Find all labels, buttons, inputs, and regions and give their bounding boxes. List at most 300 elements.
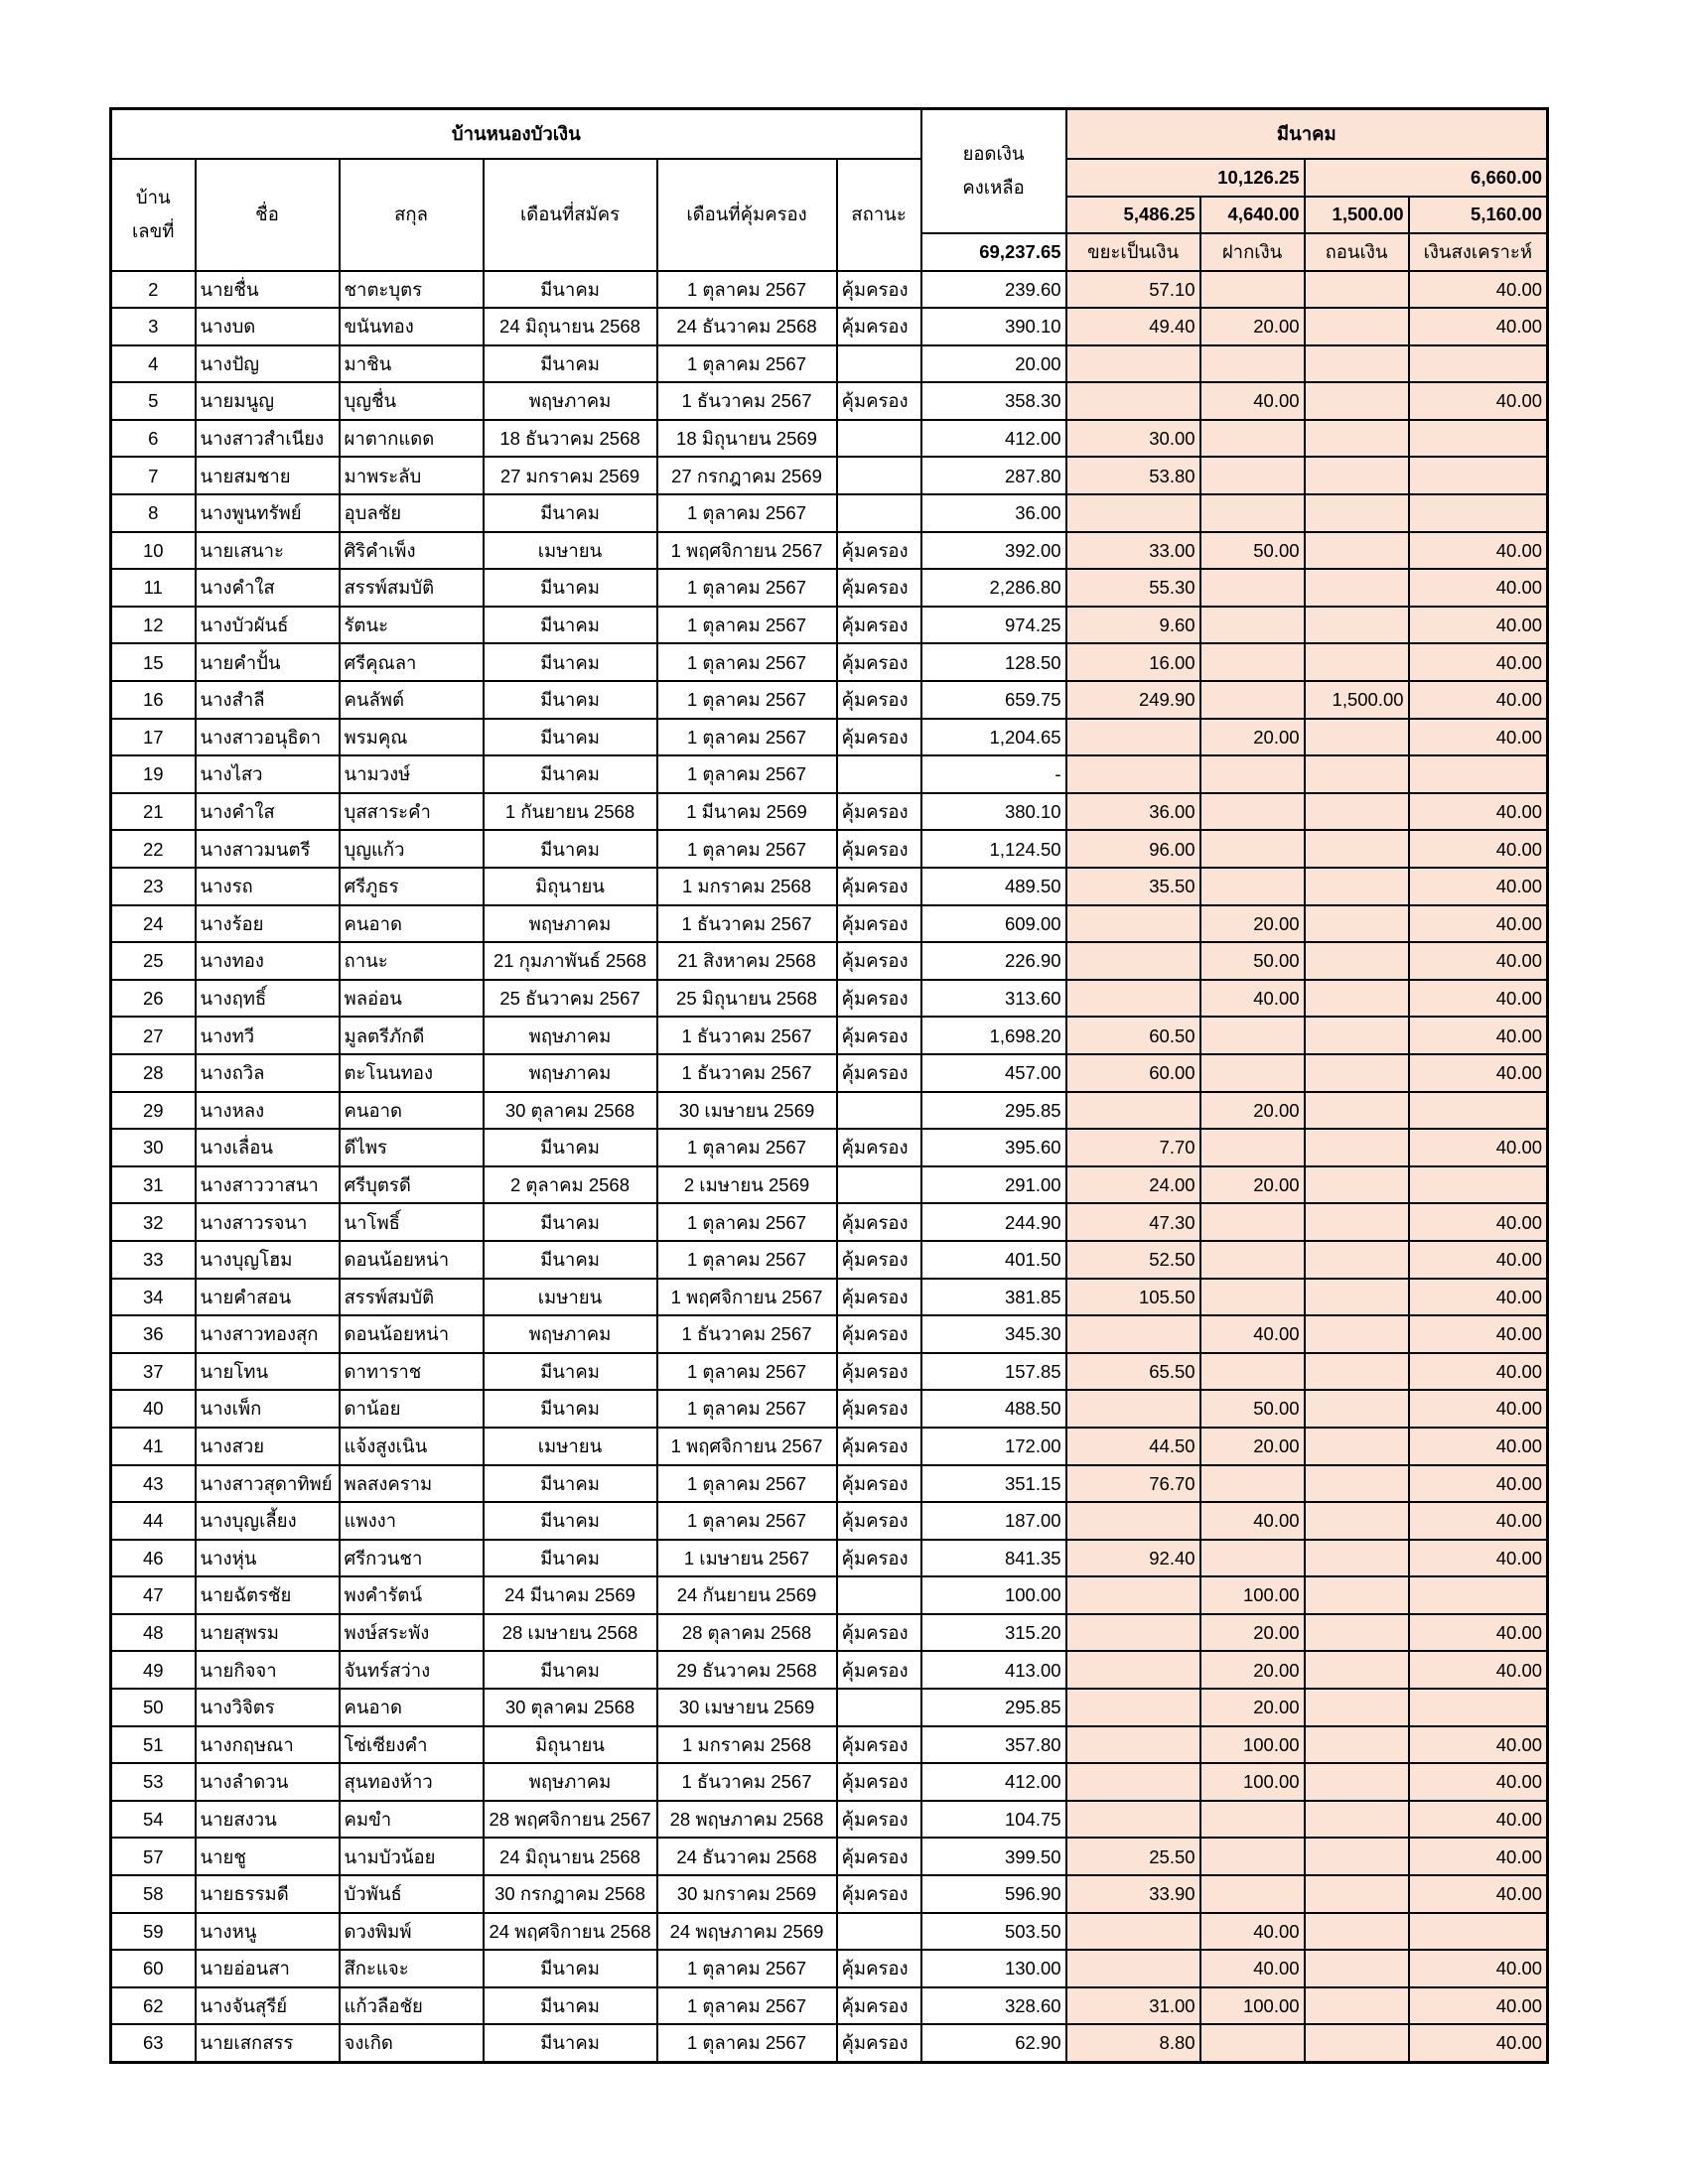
month-covered-cell: 1 ตุลาคม 2567 (657, 1950, 837, 1987)
month-covered-cell: 1 ตุลาคม 2567 (657, 607, 837, 644)
table-row (111, 681, 1548, 719)
month-applied-cell: พฤษภาคม (484, 1315, 657, 1353)
surname-cell: ชาตะบุตร (340, 271, 484, 309)
withdraw-cell (1305, 457, 1409, 494)
table-row (111, 755, 1548, 793)
welfare-cell: 40.00 (1409, 1203, 1548, 1241)
status-cell: คุ้มครอง (837, 1763, 921, 1801)
house-no-cell: 2 (111, 271, 196, 309)
balance-cell: 172.00 (921, 1428, 1066, 1465)
withdraw-cell (1305, 980, 1409, 1018)
withdraw-cell (1305, 868, 1409, 905)
month-covered-cell: 1 ตุลาคม 2567 (657, 1502, 837, 1540)
status-cell: คุ้มครอง (837, 719, 921, 756)
balance-cell: 287.80 (921, 457, 1066, 494)
garbage-money-cell: 57.10 (1066, 271, 1200, 309)
house-no-cell: 12 (111, 607, 196, 644)
house-no-header-line1: บ้าน (135, 186, 171, 207)
welfare-cell: 40.00 (1409, 1540, 1548, 1577)
table-row (111, 532, 1548, 570)
surname-cell: มาชิน (340, 345, 484, 383)
first-name-cell: นางคำใส (196, 569, 340, 607)
month-covered-cell: 1 ตุลาคม 2567 (657, 494, 837, 532)
house-no-cell: 58 (111, 1875, 196, 1913)
deposit-cell (1200, 607, 1305, 644)
month-applied-cell: 30 กรกฎาคม 2568 (484, 1875, 657, 1913)
house-no-cell: 5 (111, 382, 196, 420)
surname-cell: นามวงษ์ (340, 755, 484, 793)
status-cell: คุ้มครอง (837, 1465, 921, 1503)
month-applied-cell: พฤษภาคม (484, 1763, 657, 1801)
month-applied-cell: มีนาคม (484, 494, 657, 532)
table-row (111, 569, 1548, 607)
balance-cell: 315.20 (921, 1614, 1066, 1652)
garbage-money-cell (1066, 1315, 1200, 1353)
month-applied-cell: มีนาคม (484, 345, 657, 383)
balance-cell: 395.60 (921, 1129, 1066, 1166)
month-covered-cell: 1 ธันวาคม 2567 (657, 1054, 837, 1092)
month-applied-cell: มีนาคม (484, 2024, 657, 2062)
house-no-cell: 19 (111, 755, 196, 793)
house-no-cell: 10 (111, 532, 196, 570)
balance-cell: 295.85 (921, 1092, 1066, 1130)
welfare-cell: 40.00 (1409, 569, 1548, 607)
first-name-cell: นางสาวอนุธิดา (196, 719, 340, 756)
garbage-money-cell: 33.90 (1066, 1875, 1200, 1913)
month-covered-cell: 2 เมษายน 2569 (657, 1166, 837, 1204)
welfare-cell: 40.00 (1409, 1017, 1548, 1054)
month-covered-cell: 1 ธันวาคม 2567 (657, 1763, 837, 1801)
house-no-cell: 27 (111, 1017, 196, 1054)
table-row (111, 1315, 1548, 1353)
balance-cell: 413.00 (921, 1651, 1066, 1689)
garbage-money-cell: 47.30 (1066, 1203, 1200, 1241)
month-applied-cell: 18 ธันวาคม 2568 (484, 420, 657, 458)
month-applied-cell: 1 กันยายน 2568 (484, 793, 657, 831)
garbage-money-cell (1066, 345, 1200, 383)
deposit-cell (1200, 643, 1305, 681)
first-name-cell: นางสาววาสนา (196, 1166, 340, 1204)
first-name-cell: นายสมชาย (196, 457, 340, 494)
withdraw-cell (1305, 532, 1409, 570)
table-row (111, 1540, 1548, 1577)
house-no-header-line2: เลขที่ (131, 220, 175, 241)
house-no-cell: 8 (111, 494, 196, 532)
first-name-cell: นางบุญโฮม (196, 1241, 340, 1279)
table-row (111, 868, 1548, 905)
month-applied-cell: 25 ธันวาคม 2567 (484, 980, 657, 1018)
surname-cell: แจ้งสูงเนิน (340, 1428, 484, 1465)
deposit-cell (1200, 1875, 1305, 1913)
surname-cell: แก้วลือชัย (340, 1987, 484, 2025)
table-row (111, 1166, 1548, 1204)
surname-cell: ดีไพร (340, 1129, 484, 1166)
table-row (111, 942, 1548, 980)
welfare-cell: 40.00 (1409, 1726, 1548, 1764)
status-cell: คุ้มครอง (837, 793, 921, 831)
garbage-money-header: ขยะเป็นเงิน (1066, 233, 1200, 271)
deposit-cell: 100.00 (1200, 1987, 1305, 2025)
surname-cell: พรมคุณ (340, 719, 484, 756)
first-name-cell: นายธรรมดี (196, 1875, 340, 1913)
balance-cell: 62.90 (921, 2024, 1066, 2062)
status-cell: คุ้มครอง (837, 1950, 921, 1987)
month-covered-cell: 24 ธันวาคม 2568 (657, 1838, 837, 1875)
surname-cell: โซ่เซียงคำ (340, 1726, 484, 1764)
surname-cell: บัวพันธ์ (340, 1875, 484, 1913)
first-name-cell: นายเสกสรร (196, 2024, 340, 2062)
status-cell: คุ้มครอง (837, 1017, 921, 1054)
deposit-cell (1200, 1465, 1305, 1503)
house-no-cell: 54 (111, 1801, 196, 1839)
month-applied-cell: มีนาคม (484, 1950, 657, 1987)
balance-cell: 130.00 (921, 1950, 1066, 1987)
house-no-cell: 63 (111, 2024, 196, 2062)
table-row (111, 1950, 1548, 1987)
welfare-cell: 40.00 (1409, 1054, 1548, 1092)
status-cell: คุ้มครอง (837, 607, 921, 644)
month-applied-cell: พฤษภาคม (484, 905, 657, 943)
garbage-money-cell: 33.00 (1066, 532, 1200, 570)
table-row (111, 1241, 1548, 1279)
withdraw-cell (1305, 1801, 1409, 1839)
month-applied-cell: เมษายน (484, 532, 657, 570)
surname-cell: ศรีกวนชา (340, 1540, 484, 1577)
house-no-cell: 30 (111, 1129, 196, 1166)
month-covered-cell: 1 ตุลาคม 2567 (657, 1203, 837, 1241)
balance-cell: 100.00 (921, 1576, 1066, 1614)
house-no-cell: 36 (111, 1315, 196, 1353)
balance-cell: 157.85 (921, 1353, 1066, 1391)
table-row (111, 308, 1548, 345)
deposit-cell (1200, 1129, 1305, 1166)
month-covered-cell: 29 ธันวาคม 2568 (657, 1651, 837, 1689)
table-row (111, 905, 1548, 943)
withdraw-cell (1305, 271, 1409, 309)
welfare-cell: 40.00 (1409, 868, 1548, 905)
first-name-header: ชื่อ (196, 159, 340, 271)
welfare-cell: 40.00 (1409, 1502, 1548, 1540)
welfare-cell: 40.00 (1409, 607, 1548, 644)
table-row (111, 1428, 1548, 1465)
status-cell (837, 420, 921, 458)
withdraw-cell (1305, 1241, 1409, 1279)
surname-cell: นามบัวน้อย (340, 1838, 484, 1875)
welfare-cell: 40.00 (1409, 719, 1548, 756)
table-row (111, 1614, 1548, 1652)
first-name-cell: นายโทน (196, 1353, 340, 1391)
balance-column-header (921, 109, 1066, 233)
garbage-money-cell (1066, 1651, 1200, 1689)
balance-cell: 503.50 (921, 1913, 1066, 1951)
status-cell: คุ้มครอง (837, 1502, 921, 1540)
withdraw-cell (1305, 1166, 1409, 1204)
garbage-money-cell (1066, 1576, 1200, 1614)
surname-cell: ศรีภูธร (340, 868, 484, 905)
month-covered-cell: 1 พฤศจิกายน 2567 (657, 1428, 837, 1465)
surname-header: สกุล (340, 159, 484, 271)
garbage-money-cell: 31.00 (1066, 1987, 1200, 2025)
welfare-cell: 40.00 (1409, 1763, 1548, 1801)
month-applied-cell: มีนาคม (484, 607, 657, 644)
surname-cell: ดอนน้อยหน่า (340, 1315, 484, 1353)
month-applied-cell: มีนาคม (484, 1987, 657, 2025)
status-cell: คุ้มครอง (837, 1315, 921, 1353)
balance-cell: 239.60 (921, 271, 1066, 309)
garbage-money-cell: 249.90 (1066, 681, 1200, 719)
deposit-cell: 100.00 (1200, 1763, 1305, 1801)
house-no-cell: 40 (111, 1390, 196, 1428)
welfare-cell: 40.00 (1409, 980, 1548, 1018)
withdraw-cell (1305, 308, 1409, 345)
balance-cell: 291.00 (921, 1166, 1066, 1204)
table-row (111, 607, 1548, 644)
month-applied-cell: มีนาคม (484, 271, 657, 309)
garbage-money-cell: 52.50 (1066, 1241, 1200, 1279)
welfare-cell (1409, 345, 1548, 383)
withdraw-cell (1305, 942, 1409, 980)
balance-cell: 1,698.20 (921, 1017, 1066, 1054)
house-no-cell: 43 (111, 1465, 196, 1503)
garbage-money-cell (1066, 1390, 1200, 1428)
month-applied-cell: มีนาคม (484, 1241, 657, 1279)
first-name-cell: นายอ่อนสา (196, 1950, 340, 1987)
surname-cell: จันทร์สว่าง (340, 1651, 484, 1689)
status-cell: คุ้มครอง (837, 868, 921, 905)
status-cell: คุ้มครอง (837, 1838, 921, 1875)
surname-cell: บุญแก้ว (340, 830, 484, 868)
month-applied-cell: มีนาคม (484, 1540, 657, 1577)
table-row (111, 382, 1548, 420)
garbage-money-cell: 30.00 (1066, 420, 1200, 458)
deposit-cell (1200, 494, 1305, 532)
month-covered-cell: 1 ตุลาคม 2567 (657, 1241, 837, 1279)
month-covered-cell: 24 กันยายน 2569 (657, 1576, 837, 1614)
garbage-money-cell: 35.50 (1066, 868, 1200, 905)
table-row (111, 271, 1548, 309)
house-no-cell: 51 (111, 1726, 196, 1764)
house-no-cell: 23 (111, 868, 196, 905)
status-cell (837, 345, 921, 383)
status-cell: คุ้มครอง (837, 569, 921, 607)
withdraw-cell (1305, 1950, 1409, 1987)
first-name-cell: นายฉัตรชัย (196, 1576, 340, 1614)
table-row (111, 1987, 1548, 2025)
surname-cell: ผาตากแดด (340, 420, 484, 458)
balance-cell: 226.90 (921, 942, 1066, 980)
welfare-cell: 40.00 (1409, 1315, 1548, 1353)
table-row (111, 1726, 1548, 1764)
withdraw-cell (1305, 1614, 1409, 1652)
surname-cell: นาโพธิ์ (340, 1203, 484, 1241)
table-row (111, 830, 1548, 868)
balance-cell: 380.10 (921, 793, 1066, 831)
welfare-cell: 40.00 (1409, 1614, 1548, 1652)
month-covered-cell: 1 ตุลาคม 2567 (657, 830, 837, 868)
month-applied-cell: มีนาคม (484, 1353, 657, 1391)
withdraw-cell (1305, 1428, 1409, 1465)
deposit-cell (1200, 457, 1305, 494)
deposit-cell: 20.00 (1200, 905, 1305, 943)
house-no-cell: 25 (111, 942, 196, 980)
status-cell: คุ้มครอง (837, 2024, 921, 2062)
house-no-cell: 7 (111, 457, 196, 494)
surname-cell: ดวงพิมพ์ (340, 1913, 484, 1951)
surname-cell: ศิริคำเพ็ง (340, 532, 484, 570)
surname-cell: ถานะ (340, 942, 484, 980)
withdraw-cell (1305, 1279, 1409, 1316)
first-name-cell: นายกิจจา (196, 1651, 340, 1689)
welfare-cell: 40.00 (1409, 643, 1548, 681)
status-cell: คุ้มครอง (837, 1129, 921, 1166)
house-no-cell: 22 (111, 830, 196, 868)
table-row (111, 719, 1548, 756)
status-cell (837, 1576, 921, 1614)
header-row-2 (111, 159, 1548, 197)
month-applied-cell: 24 มิถุนายน 2568 (484, 308, 657, 345)
balance-cell: 351.15 (921, 1465, 1066, 1503)
month-covered-cell: 27 กรกฎาคม 2569 (657, 457, 837, 494)
table-row (111, 494, 1548, 532)
month-covered-cell: 28 ตุลาคม 2568 (657, 1614, 837, 1652)
welfare-cell: 40.00 (1409, 1129, 1548, 1166)
withdraw-cell (1305, 643, 1409, 681)
deposit-cell (1200, 1838, 1305, 1875)
balance-cell: 412.00 (921, 1763, 1066, 1801)
balance-cell: 128.50 (921, 643, 1066, 681)
surname-cell: คมขำ (340, 1801, 484, 1839)
withdraw-cell (1305, 420, 1409, 458)
balance-label-line2: คงเหลือ (962, 177, 1025, 199)
status-cell: คุ้มครอง (837, 905, 921, 943)
house-no-cell: 15 (111, 643, 196, 681)
house-no-cell: 46 (111, 1540, 196, 1577)
table-row (111, 1913, 1548, 1951)
deposit-cell: 50.00 (1200, 942, 1305, 980)
withdraw-cell (1305, 1987, 1409, 2025)
house-no-cell: 21 (111, 793, 196, 831)
surname-cell: มูลตรีภักดี (340, 1017, 484, 1054)
house-no-cell: 44 (111, 1502, 196, 1540)
month-applied-cell: 24 มีนาคม 2569 (484, 1576, 657, 1614)
garbage-money-cell (1066, 980, 1200, 1018)
withdraw-cell (1305, 1875, 1409, 1913)
status-cell: คุ้มครอง (837, 1987, 921, 2025)
first-name-cell: นางรถ (196, 868, 340, 905)
surname-cell: พลอ่อน (340, 980, 484, 1018)
month-applied-cell: 2 ตุลาคม 2568 (484, 1166, 657, 1204)
first-name-cell: นางหนู (196, 1913, 340, 1951)
balance-cell: 390.10 (921, 308, 1066, 345)
first-name-cell: นายสงวน (196, 1801, 340, 1839)
month-covered-cell: 1 ตุลาคม 2567 (657, 1390, 837, 1428)
month-applied-header: เดือนที่สมัคร (484, 159, 657, 271)
table-row (111, 1092, 1548, 1130)
first-name-cell: นางสาวรจนา (196, 1203, 340, 1241)
garbage-money-cell: 92.40 (1066, 1540, 1200, 1577)
month-header: มีนาคม (1066, 109, 1548, 159)
garbage-money-cell (1066, 1092, 1200, 1130)
surname-cell: สึกะแจะ (340, 1950, 484, 1987)
month-covered-cell: 30 เมษายน 2569 (657, 1092, 837, 1130)
garbage-money-cell (1066, 1689, 1200, 1726)
first-name-cell: นางกฤษณา (196, 1726, 340, 1764)
status-cell: คุ้มครอง (837, 1726, 921, 1764)
garbage-money-cell: 36.00 (1066, 793, 1200, 831)
withdraw-cell (1305, 382, 1409, 420)
status-cell: คุ้มครอง (837, 1390, 921, 1428)
balance-cell: 1,124.50 (921, 830, 1066, 868)
status-cell: คุ้มครอง (837, 830, 921, 868)
surname-cell: ดาน้อย (340, 1390, 484, 1428)
garbage-money-cell: 55.30 (1066, 569, 1200, 607)
house-no-cell: 50 (111, 1689, 196, 1726)
month-applied-cell: 30 ตุลาคม 2568 (484, 1689, 657, 1726)
status-cell (837, 494, 921, 532)
balance-cell: 392.00 (921, 532, 1066, 570)
month-applied-cell: พฤษภาคม (484, 382, 657, 420)
status-cell: คุ้มครอง (837, 382, 921, 420)
garbage-money-cell: 60.50 (1066, 1017, 1200, 1054)
withdraw-header: ถอนเงิน (1305, 233, 1409, 271)
withdraw-cell (1305, 1689, 1409, 1726)
month-covered-cell: 1 ธันวาคม 2567 (657, 382, 837, 420)
garbage-money-cell: 105.50 (1066, 1279, 1200, 1316)
garbage-money-cell: 8.80 (1066, 2024, 1200, 2062)
house-no-cell: 32 (111, 1203, 196, 1241)
withdraw-cell (1305, 1129, 1409, 1166)
surname-cell: คนอาด (340, 1689, 484, 1726)
table-row (111, 1279, 1548, 1316)
balance-cell: 20.00 (921, 345, 1066, 383)
first-name-cell: นางร้อย (196, 905, 340, 943)
month-covered-cell: 1 ตุลาคม 2567 (657, 2024, 837, 2062)
month-covered-cell: 1 ธันวาคม 2567 (657, 1017, 837, 1054)
surname-cell: รัตนะ (340, 607, 484, 644)
surname-cell: จงเกิด (340, 2024, 484, 2062)
month-applied-cell: 28 เมษายน 2568 (484, 1614, 657, 1652)
welfare-cell (1409, 494, 1548, 532)
status-cell: คุ้มครอง (837, 1203, 921, 1241)
garbage-money-cell (1066, 755, 1200, 793)
garbage-money-cell: 24.00 (1066, 1166, 1200, 1204)
welfare-cell: 40.00 (1409, 942, 1548, 980)
welfare-cell: 40.00 (1409, 1950, 1548, 1987)
welfare-cell (1409, 420, 1548, 458)
withdraw-cell (1305, 1502, 1409, 1540)
table-row (111, 1801, 1548, 1839)
withdraw-cell: 1,500.00 (1305, 681, 1409, 719)
status-cell (837, 1689, 921, 1726)
withdraw-cell (1305, 1017, 1409, 1054)
month-applied-cell: มีนาคม (484, 1465, 657, 1503)
house-no-cell: 28 (111, 1054, 196, 1092)
table-row (111, 420, 1548, 458)
balance-cell: 345.30 (921, 1315, 1066, 1353)
garbage-money-cell (1066, 942, 1200, 980)
deposit-cell: 20.00 (1200, 1651, 1305, 1689)
withdraw-cell (1305, 1203, 1409, 1241)
table-row (111, 1651, 1548, 1689)
garbage-money-cell (1066, 905, 1200, 943)
month-covered-cell: 1 มีนาคม 2569 (657, 793, 837, 831)
surname-cell: สรรพ์สมบัติ (340, 1279, 484, 1316)
member-ledger-table (109, 107, 1549, 2064)
withdraw-total: 1,500.00 (1305, 197, 1409, 233)
month-covered-cell: 1 ตุลาคม 2567 (657, 345, 837, 383)
welfare-total: 5,160.00 (1409, 197, 1548, 233)
deposit-cell: 20.00 (1200, 719, 1305, 756)
